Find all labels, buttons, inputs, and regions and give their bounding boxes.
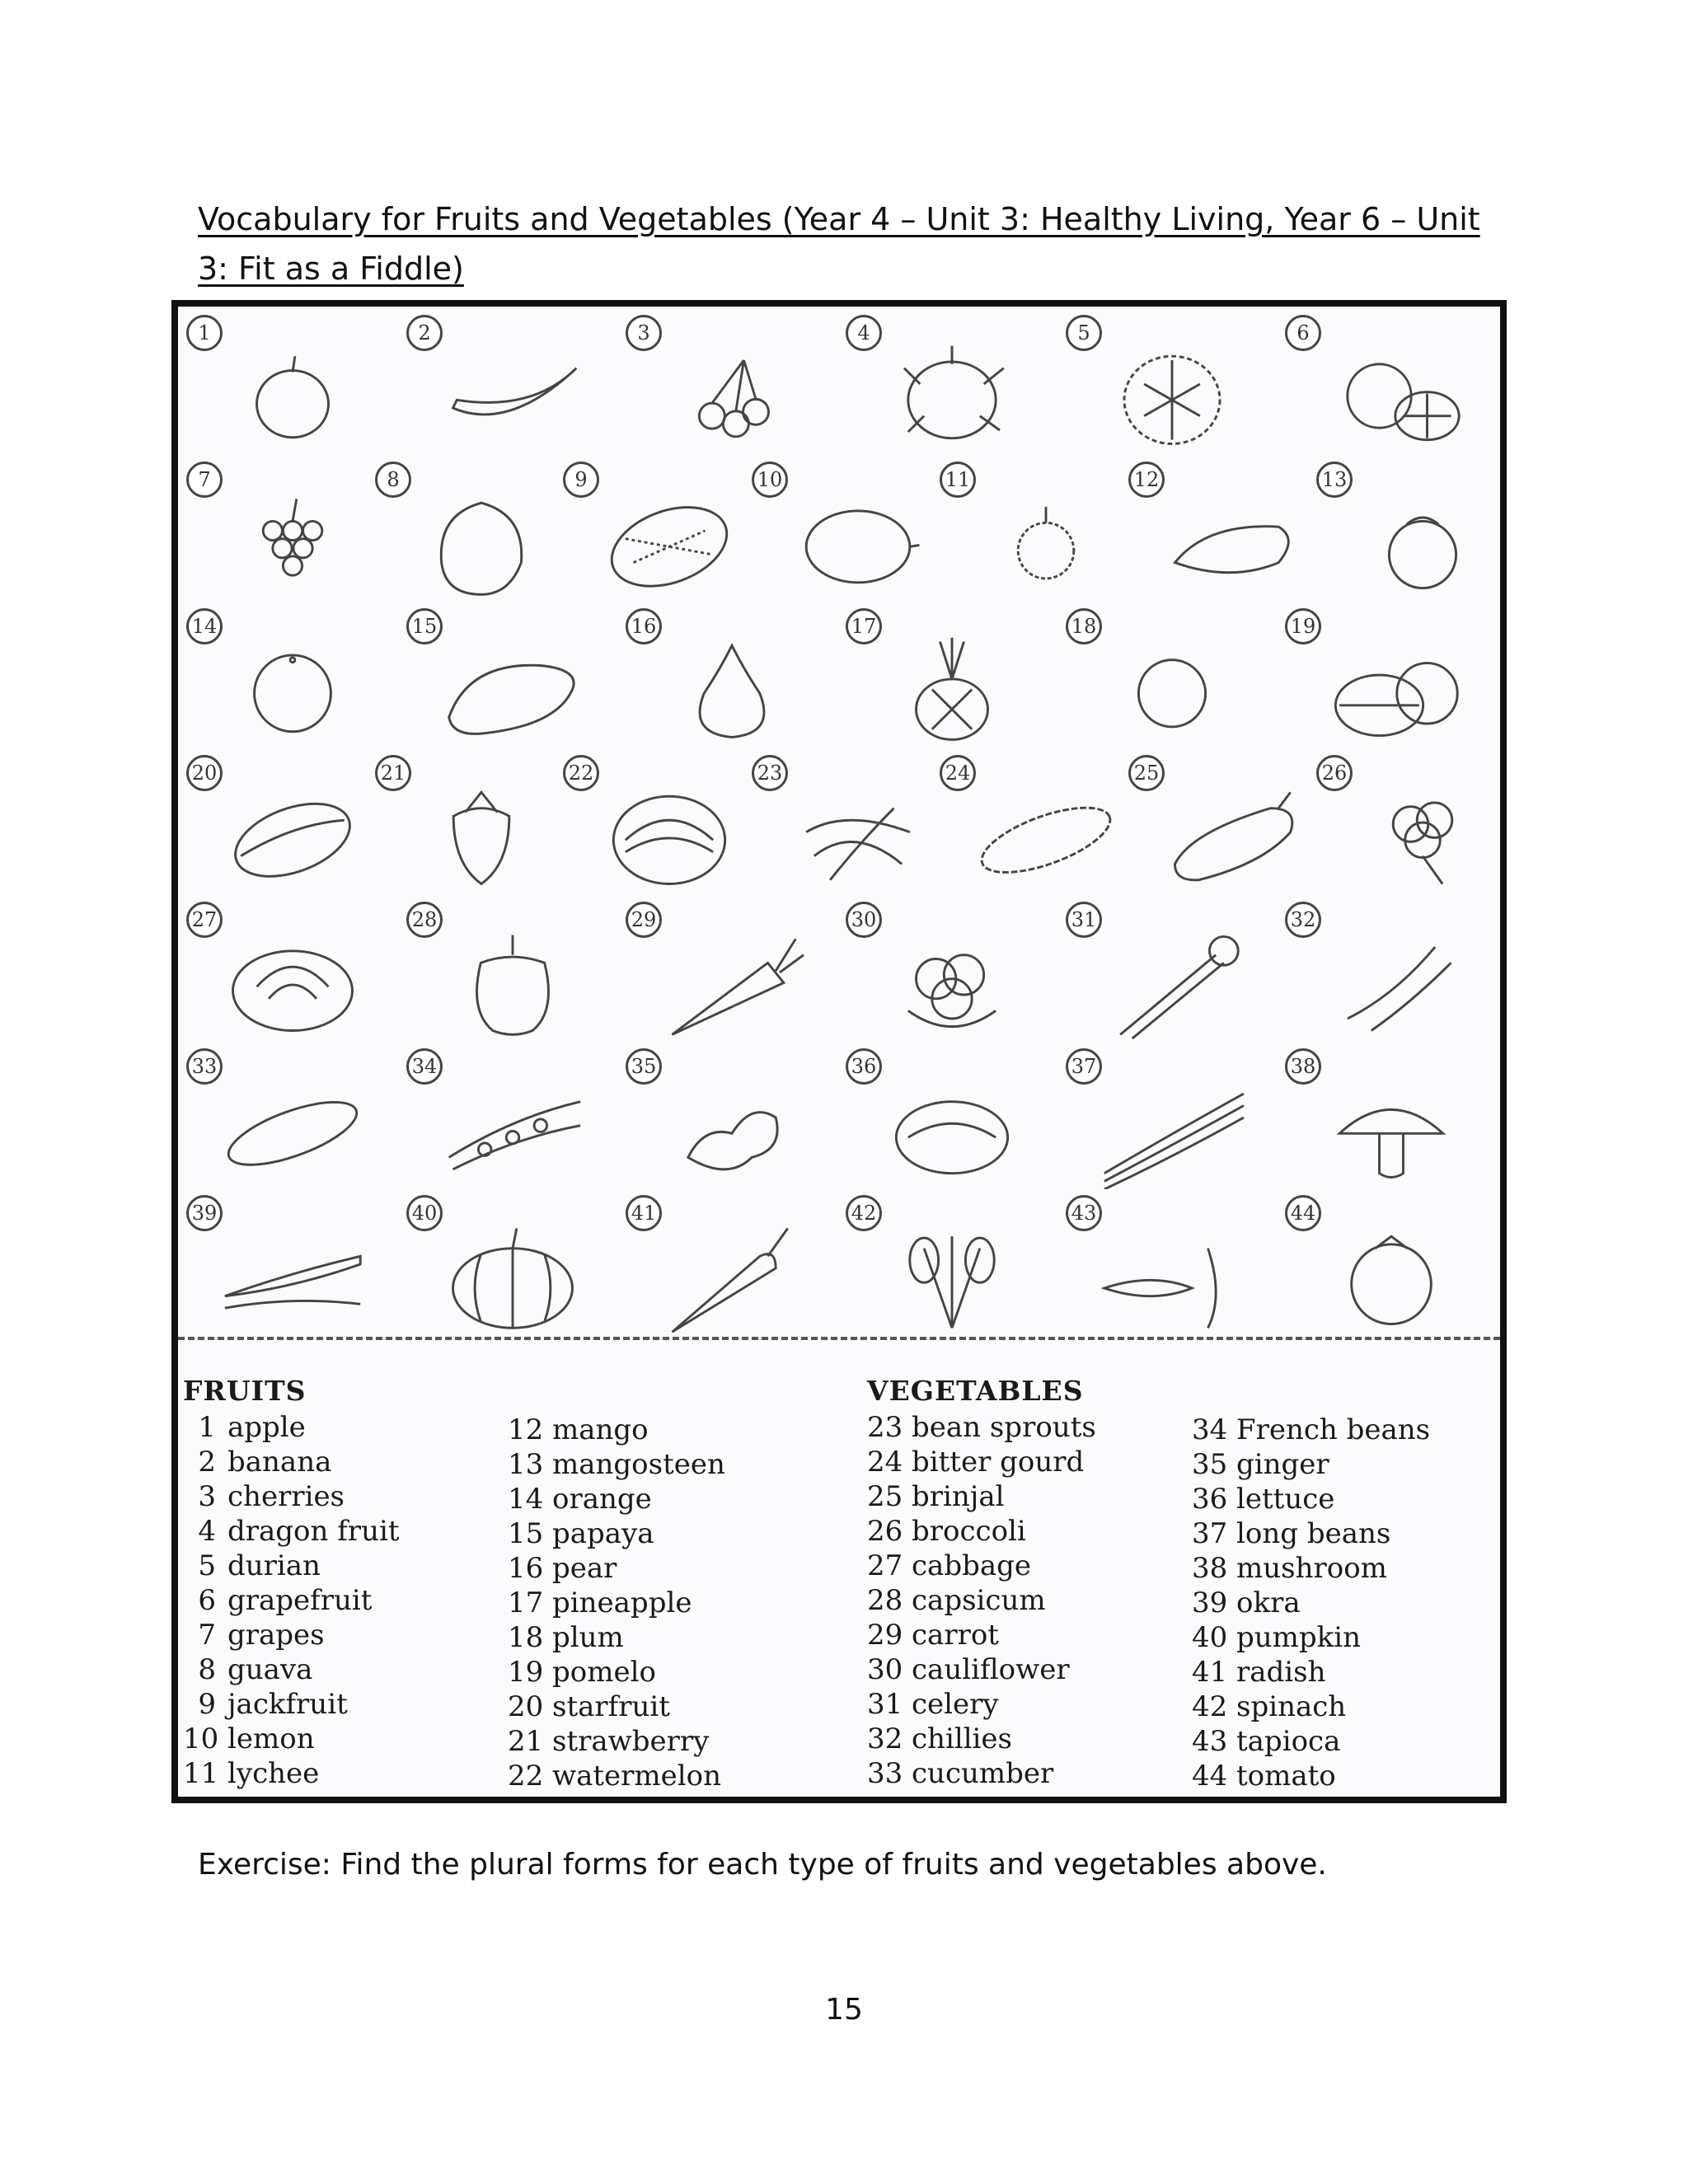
vocab-item xyxy=(183,1410,400,1445)
picture-number: 41 xyxy=(626,1195,662,1231)
picture-cell xyxy=(558,752,756,900)
vocab-item xyxy=(508,1482,725,1516)
vocab-item xyxy=(1192,1413,1430,1447)
vocab-word: watermelon xyxy=(552,1760,722,1793)
picture-cell xyxy=(841,312,1039,460)
vocab-item xyxy=(1192,1447,1430,1482)
vocab-number: 9 xyxy=(198,1688,216,1721)
picture-cell xyxy=(1123,458,1321,607)
picture-number: 9 xyxy=(563,462,599,498)
picture-cell xyxy=(1280,898,1478,1047)
picture-number: 16 xyxy=(626,608,662,644)
vocab-number: 31 xyxy=(867,1688,903,1721)
vocab-item xyxy=(183,1652,400,1687)
grapes-icon xyxy=(214,483,371,602)
vocab-item xyxy=(183,1514,400,1549)
picture-number: 14 xyxy=(186,608,223,644)
picture-cell xyxy=(181,752,379,900)
vocab-item xyxy=(867,1618,1096,1652)
picture-cell xyxy=(1061,605,1259,753)
picture-cell xyxy=(1311,752,1507,900)
picture-number: 31 xyxy=(1066,902,1102,938)
jackfruit-icon xyxy=(591,483,748,602)
vocab-number: 2 xyxy=(198,1446,216,1479)
vocab-word: pineapple xyxy=(552,1586,692,1619)
vocab-item xyxy=(183,1722,400,1756)
picture-cell xyxy=(181,898,379,1047)
vocab-word: brinjal xyxy=(912,1480,1005,1513)
vocab-number: 40 xyxy=(1192,1621,1228,1654)
picture-number: 28 xyxy=(406,902,443,938)
vocab-item xyxy=(867,1410,1096,1445)
brinjal-icon xyxy=(1156,776,1313,896)
vocab-word: cabbage xyxy=(912,1549,1031,1582)
picture-number: 38 xyxy=(1285,1048,1321,1085)
picture-cell xyxy=(621,1192,818,1340)
vocab-number: 3 xyxy=(198,1480,216,1513)
vocab-word: orange xyxy=(552,1483,652,1516)
broccoli-icon xyxy=(1344,776,1501,896)
vocab-item xyxy=(1192,1759,1430,1793)
vocab-number: 18 xyxy=(508,1621,544,1654)
exercise-instruction: Exercise: Find the plural forms for each type of fruits and vegetables above. xyxy=(198,1848,1327,1882)
vocab-number: 28 xyxy=(867,1584,903,1617)
picture-cell xyxy=(935,752,1132,900)
vocab-item xyxy=(1192,1586,1430,1620)
picture-cell xyxy=(841,1192,1039,1340)
picture-cell xyxy=(1123,752,1321,900)
lemon-icon xyxy=(780,483,936,602)
picture-number: 7 xyxy=(186,462,223,498)
vegetables-column-2 xyxy=(1192,1413,1430,1793)
picture-number: 40 xyxy=(406,1195,443,1231)
vocab-item xyxy=(508,1413,725,1447)
vocab-item xyxy=(867,1722,1096,1756)
picture-cell xyxy=(181,458,379,607)
capsicum-icon xyxy=(434,923,591,1043)
picture-cell xyxy=(621,312,818,460)
page-number: 15 xyxy=(825,1993,863,2027)
picture-number: 33 xyxy=(186,1048,223,1085)
vocab-number: 35 xyxy=(1192,1448,1228,1481)
picture-cell xyxy=(747,752,945,900)
vocab-item xyxy=(183,1445,400,1479)
vocab-word: radish xyxy=(1236,1656,1326,1689)
vocab-item xyxy=(1192,1620,1430,1655)
picture-number: 8 xyxy=(375,462,411,498)
picture-number: 30 xyxy=(846,902,882,938)
vocab-word: mushroom xyxy=(1236,1552,1387,1585)
vocab-number: 32 xyxy=(867,1722,903,1755)
fruits-title: FRUITS xyxy=(183,1375,307,1407)
vocab-item xyxy=(508,1447,725,1482)
vocab-item xyxy=(508,1551,725,1586)
guava-icon xyxy=(403,483,560,602)
vocab-number: 1 xyxy=(198,1411,216,1444)
cauliflower-icon xyxy=(874,923,1030,1043)
vocab-word: carrot xyxy=(912,1619,999,1652)
picture-cell xyxy=(621,1045,818,1193)
picture-cell xyxy=(621,898,818,1047)
long-beans-icon xyxy=(1094,1070,1250,1189)
vocab-word: apple xyxy=(227,1411,306,1444)
vocab-number: 42 xyxy=(1192,1690,1228,1723)
fruits-column-1 xyxy=(183,1410,400,1791)
picture-cell xyxy=(841,898,1039,1047)
picture-number: 34 xyxy=(406,1048,443,1085)
picture-number: 3 xyxy=(626,315,662,351)
picture-number: 6 xyxy=(1285,315,1321,351)
picture-cell xyxy=(1280,1192,1478,1340)
picture-cell xyxy=(401,605,599,753)
vocab-word: French beans xyxy=(1236,1413,1431,1446)
picture-number: 21 xyxy=(375,755,411,791)
vocab-item xyxy=(1192,1655,1430,1690)
vocab-item xyxy=(867,1687,1096,1722)
picture-number: 44 xyxy=(1285,1195,1321,1231)
vocab-number: 11 xyxy=(183,1757,219,1790)
vocab-number: 12 xyxy=(508,1413,544,1446)
picture-cell xyxy=(1311,458,1507,607)
picture-cell xyxy=(401,312,599,460)
vocab-word: bitter gourd xyxy=(912,1446,1085,1479)
picture-number: 24 xyxy=(940,755,976,791)
picture-grid xyxy=(178,307,1500,1345)
picture-cell xyxy=(747,458,945,607)
picture-cell xyxy=(181,1192,379,1340)
vocab-number: 20 xyxy=(508,1690,544,1723)
picture-number: 13 xyxy=(1316,462,1353,498)
vocab-number: 41 xyxy=(1192,1656,1228,1689)
vocab-item xyxy=(183,1687,400,1722)
vocab-item xyxy=(183,1479,400,1514)
picture-cell xyxy=(935,458,1132,607)
picture-number: 29 xyxy=(626,902,662,938)
papaya-icon xyxy=(434,630,591,749)
banana-icon xyxy=(434,336,591,456)
ginger-icon xyxy=(654,1070,810,1189)
picture-cell xyxy=(1061,1045,1259,1193)
radish-icon xyxy=(654,1216,810,1336)
vocab-number: 8 xyxy=(198,1653,216,1686)
picture-cell xyxy=(1280,605,1478,753)
grapefruit-icon xyxy=(1313,336,1470,456)
tomato-icon xyxy=(1313,1216,1470,1336)
pear-icon xyxy=(654,630,810,749)
mangosteen-icon xyxy=(1344,483,1501,602)
picture-number: 15 xyxy=(406,608,443,644)
picture-number: 20 xyxy=(186,755,223,791)
vocab-word: broccoli xyxy=(912,1515,1026,1548)
vocab-word: strawberry xyxy=(552,1725,710,1758)
fruits-column-2 xyxy=(508,1413,725,1793)
vocab-number: 7 xyxy=(198,1619,216,1652)
picture-number: 17 xyxy=(846,608,882,644)
picture-number: 18 xyxy=(1066,608,1102,644)
pomelo-icon xyxy=(1313,630,1470,749)
chillies-icon xyxy=(1313,923,1470,1043)
picture-number: 1 xyxy=(186,315,223,351)
vocab-number: 25 xyxy=(867,1480,903,1513)
tapioca-icon xyxy=(1094,1216,1250,1336)
lychee-icon xyxy=(968,483,1124,602)
picture-number: 42 xyxy=(846,1195,882,1231)
fruits-list-2 xyxy=(508,1413,725,1793)
vocab-word: banana xyxy=(227,1446,332,1479)
vocab-number: 39 xyxy=(1192,1586,1228,1619)
vocab-number: 24 xyxy=(867,1446,903,1479)
vocab-word: tapioca xyxy=(1236,1725,1341,1758)
picture-number: 19 xyxy=(1285,608,1321,644)
vocab-number: 37 xyxy=(1192,1517,1228,1550)
apple-icon xyxy=(214,336,371,456)
vocab-item xyxy=(1192,1516,1430,1551)
picture-cell xyxy=(181,312,379,460)
vocab-item xyxy=(1192,1690,1430,1724)
starfruit-icon xyxy=(214,776,371,896)
vocab-word: capsicum xyxy=(912,1584,1046,1617)
spinach-icon xyxy=(874,1216,1030,1336)
fruits-list xyxy=(183,1375,400,1791)
picture-cell xyxy=(1061,898,1259,1047)
vocab-number: 38 xyxy=(1192,1552,1228,1585)
watermelon-icon xyxy=(591,776,748,896)
picture-number: 43 xyxy=(1066,1195,1102,1231)
vocab-number: 29 xyxy=(867,1619,903,1652)
picture-number: 26 xyxy=(1316,755,1353,791)
picture-cell xyxy=(181,605,379,753)
picture-cell xyxy=(181,1045,379,1193)
vocab-item xyxy=(1192,1482,1430,1516)
picture-number: 32 xyxy=(1285,902,1321,938)
vocab-number: 6 xyxy=(198,1584,216,1617)
picture-number: 12 xyxy=(1128,462,1165,498)
vocab-item xyxy=(508,1586,725,1620)
picture-cell xyxy=(621,605,818,753)
cherries-icon xyxy=(654,336,810,456)
pineapple-icon xyxy=(874,630,1030,749)
vocab-word: lychee xyxy=(227,1757,320,1790)
vocab-word: bean sprouts xyxy=(912,1411,1096,1444)
cucumber-icon xyxy=(214,1070,371,1189)
vocab-item xyxy=(508,1724,725,1759)
vocab-item xyxy=(867,1514,1096,1549)
vocab-item xyxy=(867,1445,1096,1479)
picture-number: 27 xyxy=(186,902,223,938)
vocab-word: tomato xyxy=(1236,1760,1336,1793)
vocab-word: papaya xyxy=(552,1517,654,1550)
vocab-number: 26 xyxy=(867,1515,903,1548)
vocab-item xyxy=(867,1583,1096,1618)
picture-cell xyxy=(841,605,1039,753)
mango-icon xyxy=(1156,483,1313,602)
vocab-word: long beans xyxy=(1236,1517,1391,1550)
vocab-number: 14 xyxy=(508,1483,544,1516)
vocab-word: chillies xyxy=(912,1722,1013,1755)
durian-icon xyxy=(1094,336,1250,456)
vocab-word: grapefruit xyxy=(227,1584,373,1617)
orange-icon xyxy=(214,630,371,749)
cabbage-icon xyxy=(214,923,371,1043)
vocab-word: celery xyxy=(912,1688,999,1721)
vocab-item xyxy=(183,1549,400,1583)
picture-cell xyxy=(1280,312,1478,460)
vocab-word: dragon fruit xyxy=(227,1515,400,1548)
picture-number: 39 xyxy=(186,1195,223,1231)
picture-number: 10 xyxy=(752,462,788,498)
vocab-word: pumpkin xyxy=(1236,1621,1362,1654)
picture-number: 36 xyxy=(846,1048,882,1085)
vocab-item xyxy=(183,1618,400,1652)
picture-cell xyxy=(370,752,568,900)
vocab-item xyxy=(508,1655,725,1690)
carrot-icon xyxy=(654,923,810,1043)
vocab-item xyxy=(1192,1724,1430,1759)
lettuce-icon xyxy=(874,1070,1030,1189)
strawberry-icon xyxy=(403,776,560,896)
vocab-number: 33 xyxy=(867,1757,903,1790)
page-heading: Vocabulary for Fruits and Vegetables (Year 4 – Unit 3: Healthy Living, Year 6 – Unit 3: Fit as a Fiddle) xyxy=(198,201,1480,287)
picture-number: 25 xyxy=(1128,755,1165,791)
picture-number: 35 xyxy=(626,1048,662,1085)
vocab-word: ginger xyxy=(1236,1448,1329,1481)
bitter-gourd-icon xyxy=(968,776,1124,896)
picture-cell xyxy=(558,458,756,607)
pumpkin-icon xyxy=(434,1216,591,1336)
vocab-number: 5 xyxy=(198,1549,216,1582)
vocab-word: cauliflower xyxy=(912,1653,1070,1686)
vocab-word: lemon xyxy=(227,1722,315,1755)
vocab-item xyxy=(508,1516,725,1551)
picture-cell xyxy=(1061,312,1259,460)
picture-number: 23 xyxy=(752,755,788,791)
vocab-word: durian xyxy=(227,1549,321,1582)
vegetables-column-1 xyxy=(867,1410,1096,1791)
picture-cell xyxy=(401,1192,599,1340)
vocab-number: 19 xyxy=(508,1656,544,1689)
vocab-number: 23 xyxy=(867,1411,903,1444)
vocab-number: 17 xyxy=(508,1586,544,1619)
vocab-word: mangosteen xyxy=(552,1448,725,1481)
bean-sprouts-icon xyxy=(780,776,936,896)
vocab-item xyxy=(508,1620,725,1655)
picture-cell xyxy=(401,1045,599,1193)
vocab-word: spinach xyxy=(1236,1690,1347,1723)
picture-number: 2 xyxy=(406,315,443,351)
vocab-number: 13 xyxy=(508,1448,544,1481)
vocab-item xyxy=(1192,1551,1430,1586)
vocab-word: grapes xyxy=(227,1619,325,1652)
vocab-number: 22 xyxy=(508,1760,544,1793)
vocab-number: 43 xyxy=(1192,1725,1228,1758)
picture-cell xyxy=(1280,1045,1478,1193)
vocab-word: jackfruit xyxy=(227,1688,348,1721)
vocabulary-panel xyxy=(171,300,1507,1803)
picture-cell xyxy=(841,1045,1039,1193)
vocab-number: 21 xyxy=(508,1725,544,1758)
vocab-item xyxy=(867,1652,1096,1687)
vocab-word: okra xyxy=(1236,1586,1301,1619)
vocab-item xyxy=(183,1756,400,1791)
vocab-number: 4 xyxy=(198,1515,216,1548)
vocab-number: 10 xyxy=(183,1722,219,1755)
picture-cell xyxy=(401,898,599,1047)
vocab-number: 44 xyxy=(1192,1760,1228,1793)
dragon-fruit-icon xyxy=(874,336,1030,456)
vocab-word: cherries xyxy=(227,1480,345,1513)
vocab-number: 36 xyxy=(1192,1483,1228,1516)
picture-number: 5 xyxy=(1066,315,1102,351)
vocab-number: 30 xyxy=(867,1653,903,1686)
vocab-word: pear xyxy=(552,1552,617,1585)
vegetables-title: VEGETABLES xyxy=(867,1375,1084,1407)
vocab-word: mango xyxy=(552,1413,649,1446)
vocab-item xyxy=(508,1759,725,1793)
mushroom-icon xyxy=(1313,1070,1470,1189)
vocab-number: 15 xyxy=(508,1517,544,1550)
vocab-item xyxy=(867,1756,1096,1791)
picture-number: 4 xyxy=(846,315,882,351)
vocab-word: pomelo xyxy=(552,1656,656,1689)
vocab-item xyxy=(867,1479,1096,1514)
vegetables-list-2 xyxy=(1192,1413,1430,1793)
vocab-item xyxy=(508,1690,725,1724)
vocab-number: 16 xyxy=(508,1552,544,1585)
vocab-item xyxy=(867,1549,1096,1583)
vocab-number: 34 xyxy=(1192,1413,1228,1446)
picture-number: 11 xyxy=(940,462,976,498)
vocab-word: lettuce xyxy=(1236,1483,1335,1516)
celery-icon xyxy=(1094,923,1250,1043)
dashed-divider xyxy=(178,1337,1500,1340)
vocab-item xyxy=(183,1583,400,1618)
vegetables-list xyxy=(867,1375,1096,1791)
okra-icon xyxy=(214,1216,371,1336)
vocab-word: plum xyxy=(552,1621,624,1654)
picture-number: 37 xyxy=(1066,1048,1102,1085)
french-beans-icon xyxy=(434,1070,591,1189)
picture-cell xyxy=(370,458,568,607)
picture-number: 22 xyxy=(563,755,599,791)
picture-cell xyxy=(1061,1192,1259,1340)
vocab-word: cucumber xyxy=(912,1757,1054,1790)
vocab-word: guava xyxy=(227,1653,313,1686)
vocab-number: 27 xyxy=(867,1549,903,1582)
plum-icon xyxy=(1094,630,1250,749)
vocab-word: starfruit xyxy=(552,1690,670,1723)
